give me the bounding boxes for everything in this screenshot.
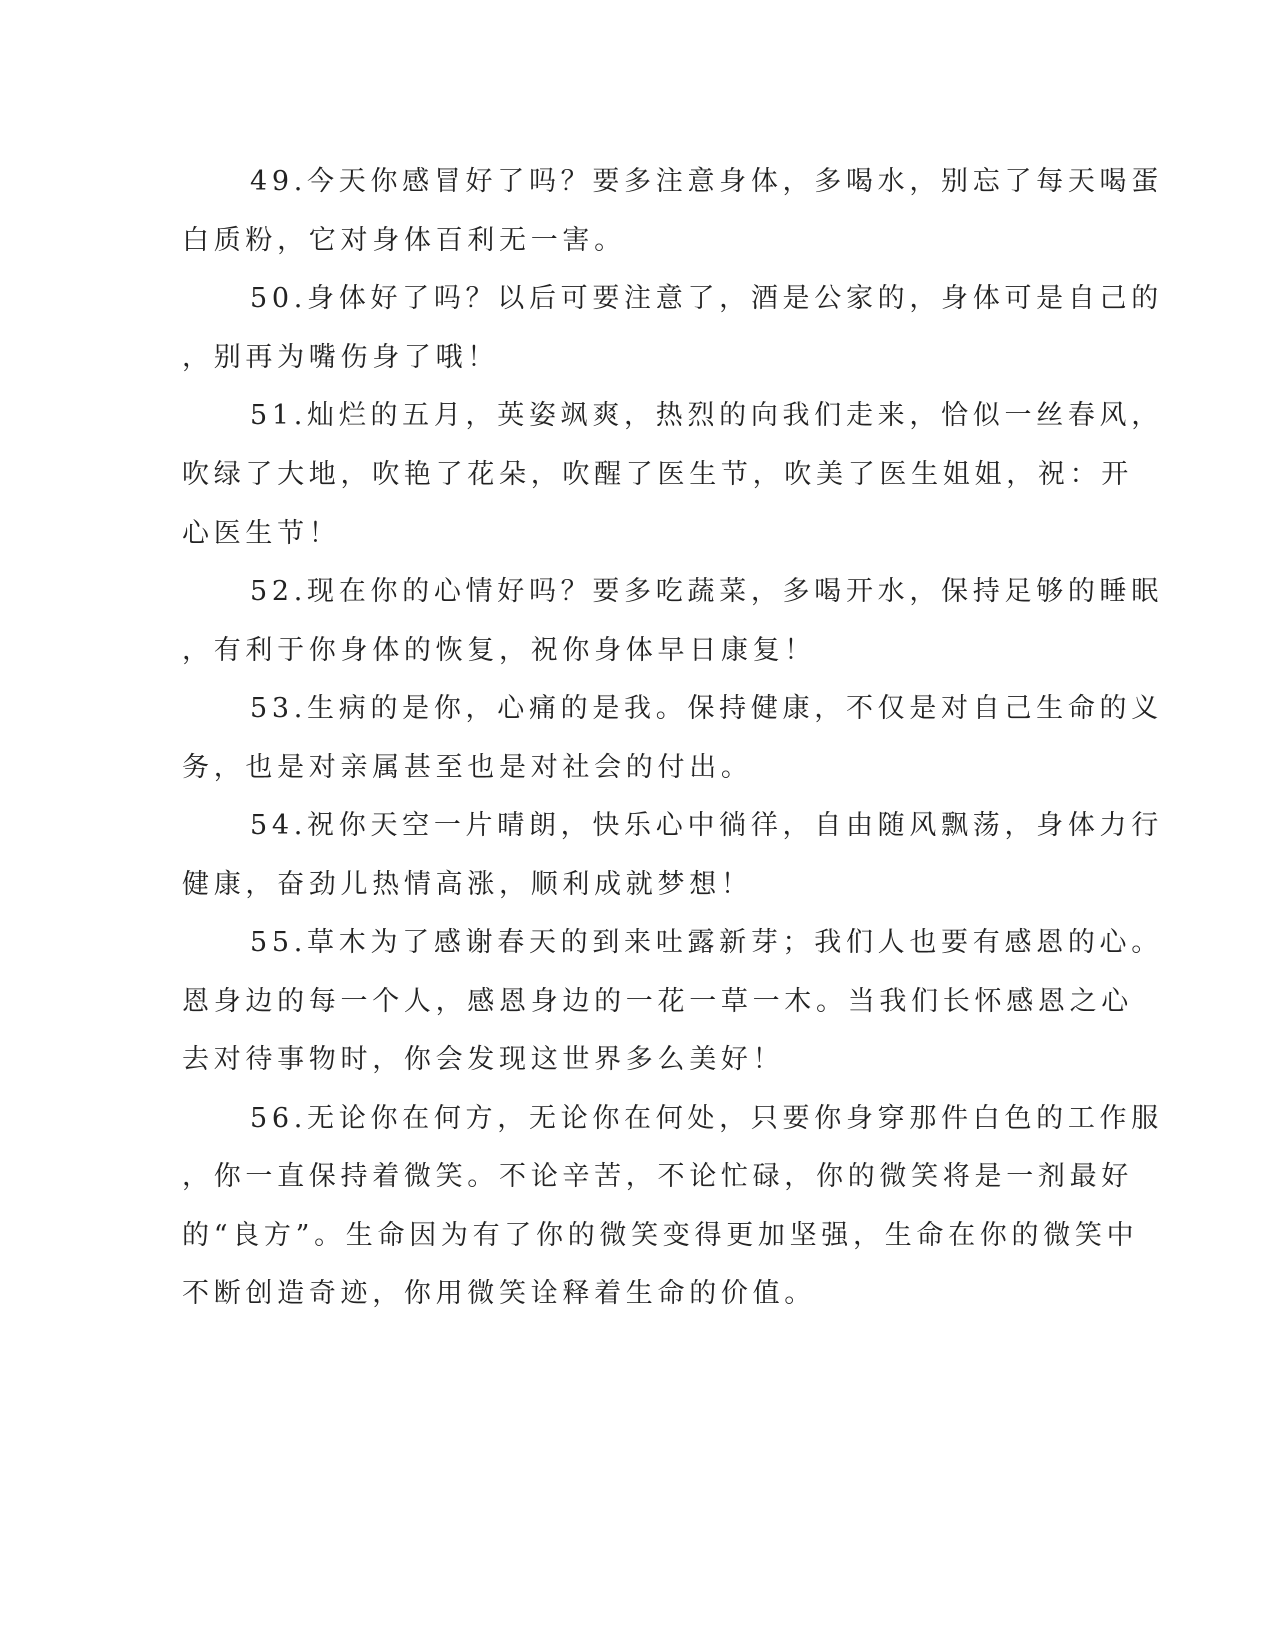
paragraph-line: 吹绿了大地，吹艳了花朵，吹醒了医生节，吹美了医生姐姐，祝：开 (182, 459, 1133, 490)
paragraph-line: 恩身边的每一个人，感恩身边的一花一草一木。当我们长怀感恩之心 (182, 986, 1133, 1017)
paragraph-line: 不断创造奇迹，你用微笑诠释着生命的价值。 (182, 1278, 816, 1309)
paragraph-line: 的“良方”。生命因为有了你的微笑变得更加坚强，生命在你的微笑中 (182, 1220, 1139, 1251)
paragraph-line: ，有利于你身体的恢复，祝你身体早日康复！ (182, 635, 816, 666)
paragraph-line: 白质粉，它对身体百利无一害。 (182, 225, 626, 256)
paragraph-line: 52.现在你的心情好吗？要多吃蔬菜，多喝开水，保持足够的睡眠 (250, 576, 1163, 607)
paragraph-line: 56.无论你在何方，无论你在何处，只要你身穿那件白色的工作服 (250, 1103, 1163, 1134)
paragraph-line: 心医生节！ (182, 518, 341, 549)
paragraph-line: 51.灿烂的五月，英姿飒爽，热烈的向我们走来，恰似一丝春风， (250, 400, 1163, 431)
paragraph-line: 49.今天你感冒好了吗？要多注意身体，多喝水，别忘了每天喝蛋 (250, 166, 1163, 197)
paragraph-line: 健康，奋劲儿热情高涨，顺利成就梦想！ (182, 869, 753, 900)
paragraph-line: 54.祝你天空一片晴朗，快乐心中徜徉，自由随风飘荡，身体力行 (250, 810, 1163, 841)
paragraph-line: 55.草木为了感谢春天的到来吐露新芽；我们人也要有感恩的心。 (250, 927, 1163, 958)
paragraph-line: 务，也是对亲属甚至也是对社会的付出。 (182, 752, 753, 783)
paragraph-line: ，你一直保持着微笑。不论辛苦，不论忙碌，你的微笑将是一剂最好 (182, 1161, 1133, 1192)
paragraph-line: 53.生病的是你，心痛的是我。保持健康，不仅是对自己生命的义 (250, 693, 1163, 724)
paragraph-line: ，别再为嘴伤身了哦！ (182, 342, 499, 373)
paragraph-line: 50.身体好了吗？以后可要注意了，酒是公家的，身体可是自己的 (250, 283, 1163, 314)
paragraph-line: 去对待事物时，你会发现这世界多么美好！ (182, 1044, 785, 1075)
